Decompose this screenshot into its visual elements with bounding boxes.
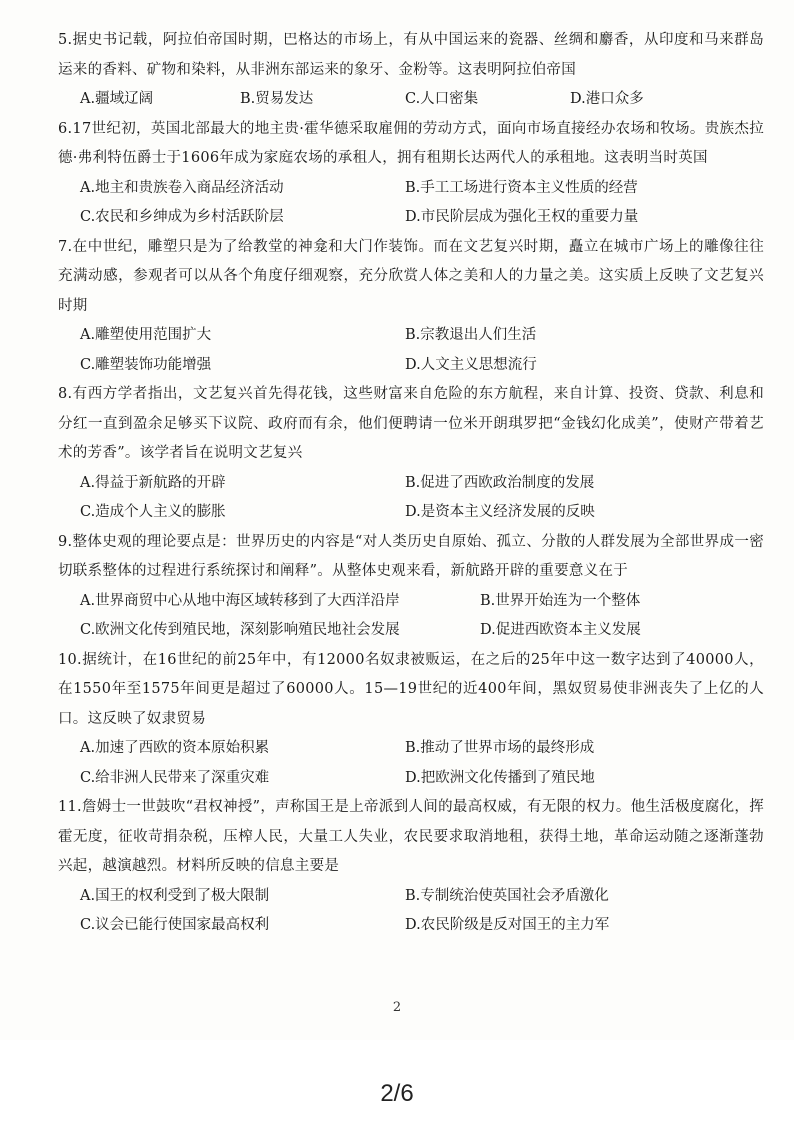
option-a: A.加速了西欧的资本原始积累: [80, 740, 270, 756]
option-c: C.给非洲人民带来了深重灾难: [80, 769, 270, 786]
option-c: C.人口密集: [405, 91, 479, 107]
option-c: C.欧洲文化传到殖民地，深刻影响殖民地社会发展: [80, 622, 400, 638]
option-list: [58, 321, 764, 380]
question-stem: 7.在中世纪，雕塑只是为了给教堂的神龛和大门作装饰。而在文艺复兴时期，矗立在城市广场上的雕像往往充满动感，参观者可以从各个角度仔细观察，充分欣赏人体之美和人的力量之美。这实质上反映了文艺复兴时期: [58, 238, 764, 314]
option-list: [58, 882, 764, 941]
option-c: C.农民和乡绅成为乡村活跃阶层: [80, 209, 284, 225]
page-number: 2: [392, 1000, 402, 1015]
question-8: [58, 380, 764, 528]
option-d: D.把欧洲文化传播到了殖民地: [405, 769, 595, 786]
option-b: B.宗教退出人们生活: [405, 327, 537, 343]
option-b: B.贸易发达: [240, 91, 314, 107]
option-d: D.港口众多: [570, 91, 644, 107]
option-a: A.地主和贵族卷入商品经济活动: [80, 179, 284, 196]
option-d: D.人文主义思想流行: [405, 356, 537, 373]
option-b: B.推动了世界市场的最终形成: [405, 740, 595, 756]
question-11: [58, 793, 764, 941]
option-d: D.是资本主义经济发展的反映: [405, 504, 595, 520]
question-6: [58, 115, 764, 233]
option-a: A.得益于新航路的开辟: [80, 474, 226, 491]
question-9: [58, 528, 764, 646]
question-list: [58, 26, 764, 941]
option-b: B.世界开始连为一个整体: [480, 592, 641, 609]
option-c: C.造成个人主义的膨胀: [80, 504, 226, 520]
option-c: C.议会已能行使国家最高权利: [80, 917, 270, 933]
option-a: A.世界商贸中心从地中海区域转移到了大西洋沿岸: [80, 592, 400, 609]
question-stem: 8.有西方学者指出，文艺复兴首先得花钱，这些财富来自危险的东方航程，来自计算、投资、贷款、利息和分红一直到盈余足够买下议院、政府而有余，他们便聘请一位米开朗琪罗把“金钱幻化成美”，使财产带着艺术的芳香”。该学者旨在说明文艺复兴: [58, 386, 764, 461]
option-d: D.促进西欧资本主义发展: [480, 622, 641, 638]
option-d: D.农民阶级是反对国王的主力军: [405, 917, 610, 933]
option-c: C.雕塑装饰功能增强: [80, 356, 212, 373]
question-stem: 11.詹姆士一世鼓吹“君权神授”，声称国王是上帝派到人间的最高权威，有无限的权力。他生活极度腐化，挥霍无度，征收苛捐杂税，压榨人民，大量工人失业，农民要求取消地租，获得土地，革命运动随之逐渐蓬勃兴起，越演越烈。材料所反映的信息主要是: [58, 799, 764, 874]
option-a: A.国王的权利受到了极大限制: [80, 887, 270, 904]
option-b: B.促进了西欧政治制度的发展: [405, 474, 595, 491]
option-d: D.市民阶层成为强化王权的重要力量: [405, 209, 639, 225]
option-a: A.疆域辽阔: [80, 91, 154, 107]
option-list: [58, 85, 764, 115]
question-stem: 5.据史书记载，阿拉伯帝国时期，巴格达的市场上，有从中国运来的瓷器、丝绸和麝香，从印度和马来群岛运来的香料、矿物和染料，从非洲东部运来的象牙、金粉等。这表明阿拉伯帝国: [58, 32, 764, 78]
page-indicator: 2/6: [380, 1080, 414, 1107]
option-list: [58, 469, 764, 528]
option-a: A.雕塑使用范围扩大: [80, 327, 212, 343]
option-list: [58, 587, 764, 646]
question-stem: 10.据统计，在16世纪的前25年中，有12000名奴隶被贩运，在之后的25年中这一数字达到了40000人，在1550年至1575年间更是超过了60000人。15—19世纪的近400年间，黑奴贸易使非洲丧失了上亿的人口。这反映了奴隶贸易: [58, 651, 764, 727]
question-stem: 9.整体史观的理论要点是：世界历史的内容是“对人类历史自原始、孤立、分散的人群发展为全部世界成一密切联系整体的过程进行系统探讨和阐释”。从整体史观来看，新航路开辟的重要意义在于: [58, 533, 764, 579]
question-7: [58, 233, 764, 381]
option-list: [58, 734, 764, 793]
option-list: [58, 174, 764, 233]
question-stem: 6.17世纪初，英国北部最大的地主贵·霍华德采取雇佣的劳动方式，面向市场直接经办农场和牧场。贵族杰拉德·弗利特伍爵士于1606年成为家庭农场的承租人，拥有租期长达两代人的承租地。这表明当时英国: [58, 120, 764, 166]
option-b: B.专制统治使英国社会矛盾激化: [405, 887, 609, 904]
question-10: [58, 646, 764, 794]
option-b: B.手工工场进行资本主义性质的经营: [405, 179, 638, 196]
question-5: [58, 26, 764, 115]
